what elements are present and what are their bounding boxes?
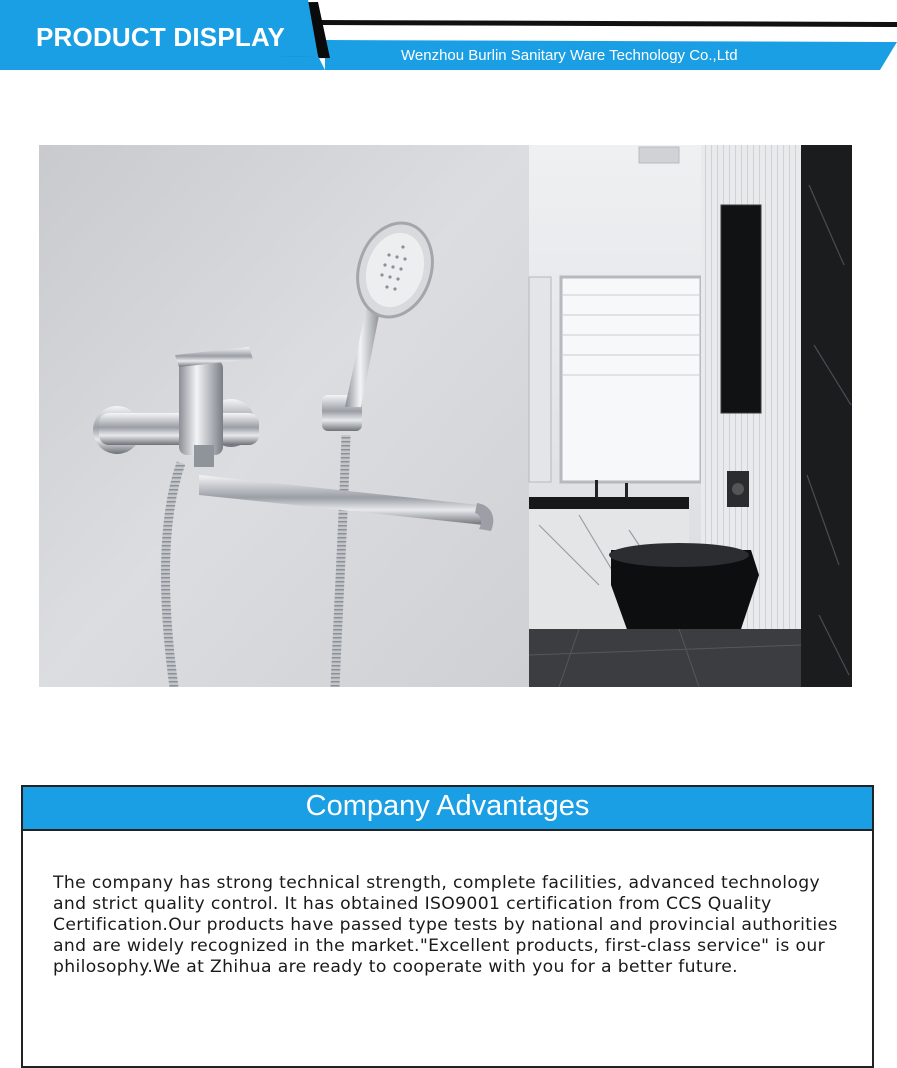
advantages-title: Company Advantages — [305, 790, 590, 822]
banner-title: PRODUCT DISPLAY — [36, 22, 286, 52]
advantages-panel — [21, 785, 874, 1068]
advantages-header — [23, 787, 872, 831]
shower-mixer-photo-icon — [39, 145, 852, 687]
product-photo — [39, 145, 852, 687]
advantages-body: The company has strong technical strength, complete facilities, advanced technology and strict quality control. It has obtained ISO9001 certification from CCS Quality Certification.Our products have passed type tests by national and provincial authorities and are widely recognized in the market."Excellent products, first-class service" is our philosophy.We at Zhihua are ready to cooperate with you for a better future. — [53, 873, 838, 977]
header-banner — [0, 0, 897, 80]
company-name: Wenzhou Burlin Sanitary Ware Technology Co.,Ltd — [401, 47, 738, 64]
